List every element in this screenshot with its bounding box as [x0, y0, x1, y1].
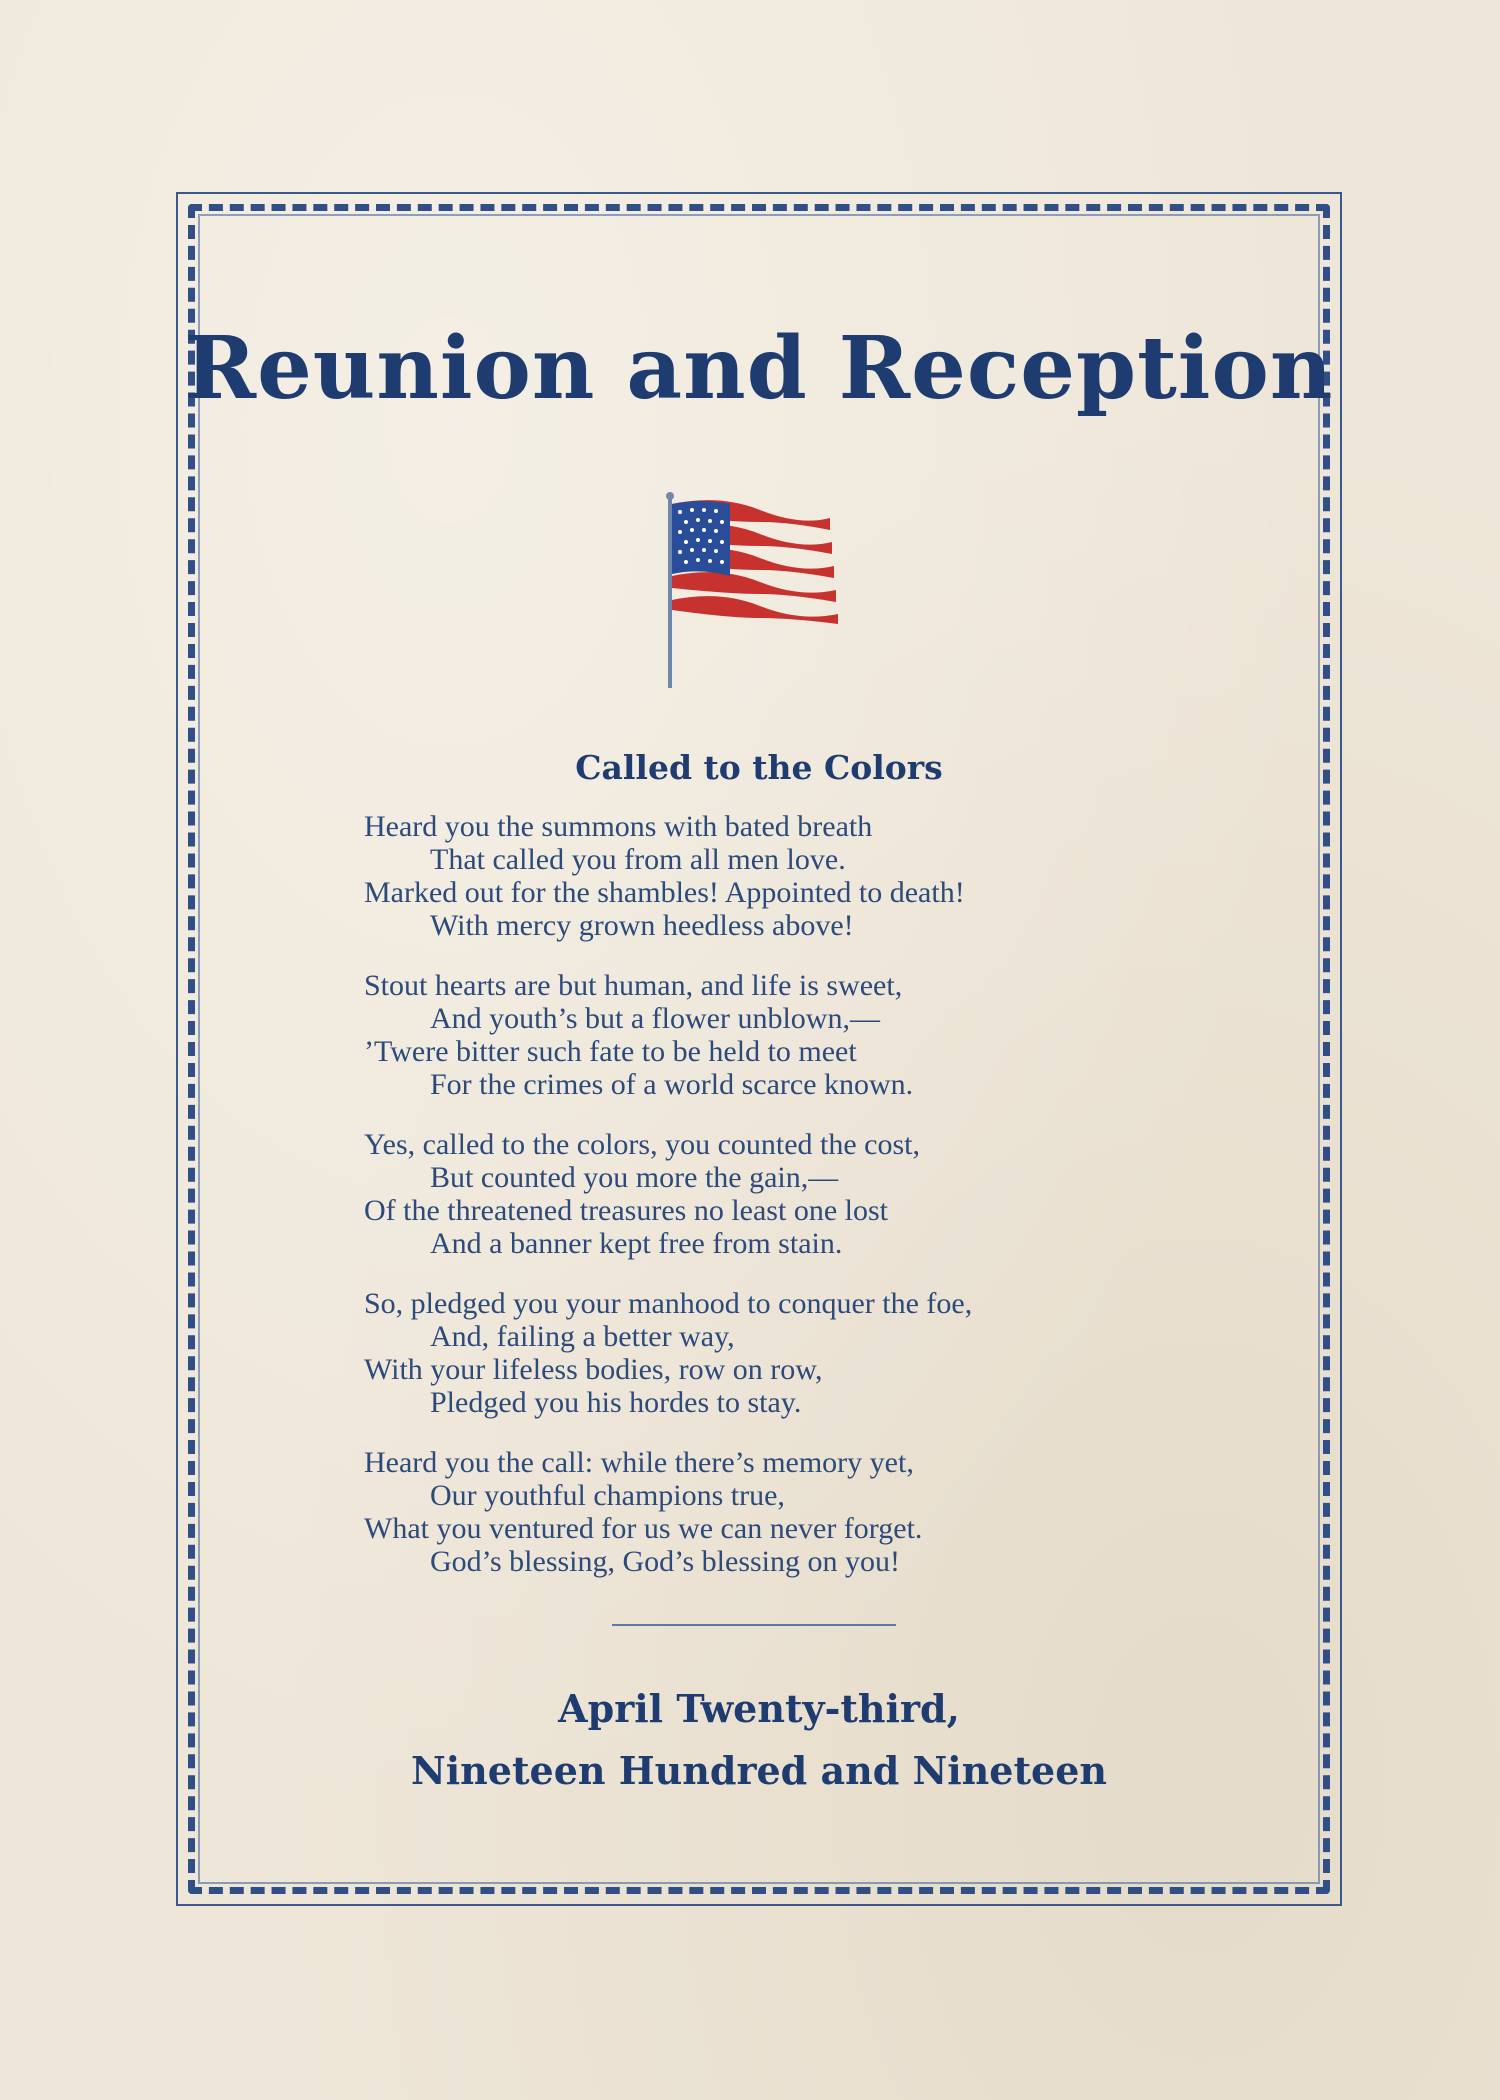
poem-line: Heard you the summons with bated breath: [364, 810, 873, 843]
poem-line: God’s blessing, God’s blessing on you!: [430, 1545, 901, 1578]
poem-line: Our youthful champions true,: [430, 1479, 785, 1512]
poem-line: Yes, called to the colors, you counted the cost,: [364, 1128, 921, 1161]
poem-line: And youth’s but a flower unblown,—: [430, 1002, 880, 1035]
poem: [364, 810, 1204, 1605]
date-line-1: April Twenty-third,: [558, 1686, 960, 1731]
poem-line: ’Twere bitter such fate to be held to meet: [364, 1035, 857, 1068]
divider-rule: [612, 1624, 896, 1626]
event-date: [176, 1678, 1342, 1802]
poem-line: Heard you the call: while there’s memory yet,: [364, 1446, 914, 1479]
poem-line: What you ventured for us we can never forget.: [364, 1512, 923, 1545]
poem-line: With mercy grown heedless above!: [430, 909, 854, 942]
american-flag-icon: [660, 490, 840, 690]
poem-line: And a banner kept free from stain.: [430, 1227, 843, 1260]
poem-line: For the crimes of a world scarce known.: [430, 1068, 914, 1101]
date-line-2: Nineteen Hundred and Nineteen: [410, 1748, 1108, 1793]
poem-line: That called you from all men love.: [430, 843, 846, 876]
poem-line: Marked out for the shambles! Appointed to death!: [364, 876, 965, 909]
poem-line: But counted you more the gain,—: [430, 1161, 839, 1194]
poem-title: Called to the Colors: [575, 748, 943, 787]
poem-line: With your lifeless bodies, row on row,: [364, 1353, 823, 1386]
poem-line: So, pledged you your manhood to conquer the foe,: [364, 1287, 973, 1320]
poem-line: Of the threatened treasures no least one lost: [364, 1194, 888, 1227]
poem-line: And, failing a better way,: [430, 1320, 735, 1353]
stanza: [364, 1128, 1204, 1260]
stanza: [364, 1287, 1204, 1419]
stanza: [364, 810, 1204, 942]
card-title: Reunion and Reception: [184, 318, 1334, 419]
stanza: [364, 1446, 1204, 1578]
stanza: [364, 969, 1204, 1101]
poem-line: Pledged you his hordes to stay.: [430, 1386, 802, 1419]
poem-line: Stout hearts are but human, and life is sweet,: [364, 969, 903, 1002]
